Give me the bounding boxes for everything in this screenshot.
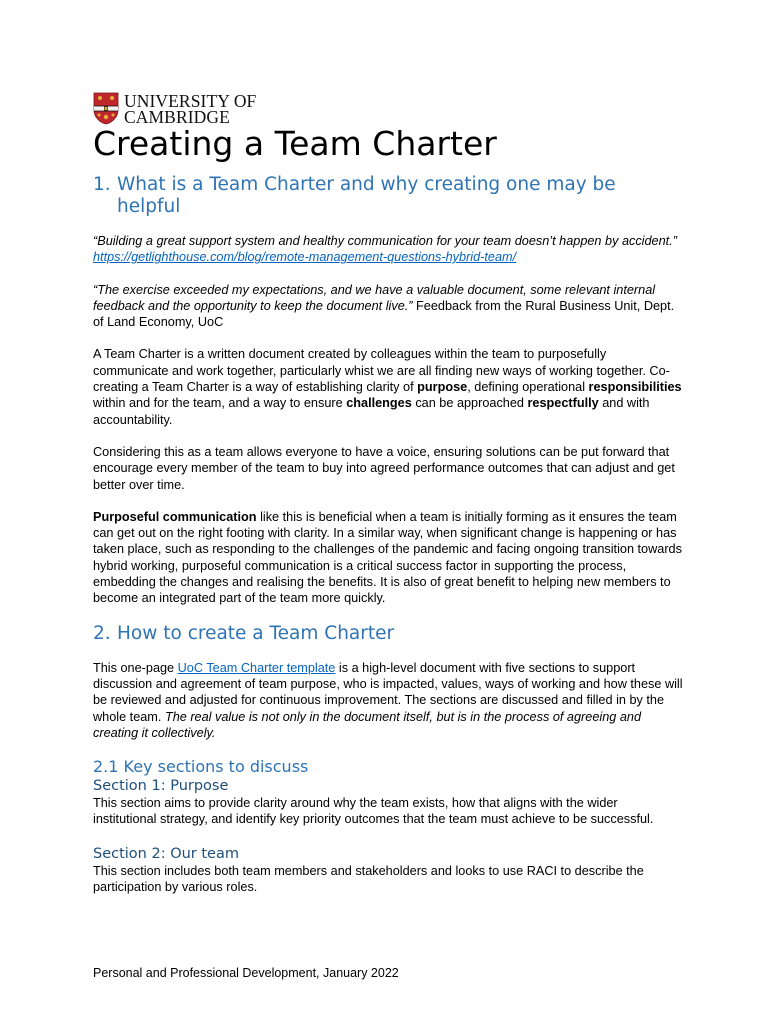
logo-line-2: CAMBRIDGE [124, 107, 230, 127]
page-title: Creating a Team Charter [93, 124, 497, 163]
logo-line-1: UNIVERSITY OF [124, 91, 257, 111]
section-purpose-heading: Section 1: Purpose [93, 778, 229, 795]
template-text-a: This one-page [93, 660, 178, 675]
intro-text-c: , defining operational [467, 380, 589, 395]
purposeful-communication-paragraph [93, 509, 683, 607]
intro-bold-respectfully: respectfully [527, 396, 599, 411]
section-1-heading-text: What is a Team Charter and why creating one may be helpful [117, 174, 616, 217]
intro-bold-challenges: challenges [346, 396, 412, 411]
page-footer: Personal and Professional Development, January 2022 [93, 966, 399, 980]
section-team-text: This section includes both team members and stakeholders and looks to use RACI to describe the participation by various roles. [93, 863, 644, 895]
intro-bold-responsibilities: responsibilities [588, 380, 682, 395]
section-2-heading-text: How to create a Team Charter [117, 622, 395, 644]
key-sections-heading: 2.1 Key sections to discuss [93, 757, 309, 777]
quote-1-link[interactable]: https://getlighthouse.com/blog/remote-management-questions-hybrid-team/ [93, 250, 517, 265]
section-2-heading [93, 623, 683, 645]
quote-2 [93, 282, 683, 331]
intro-paragraph [93, 346, 683, 427]
template-text-b: is a high-level document with five sections to support discussion and agreement of team purpose, who is impacted, values, ways of working and how these will be reviewed and adjusted for continuous improvement. The sections are discussed and filled in by the whole team. [93, 660, 683, 724]
quote-1-text: “Building a great support system and healthy communication for your team doesn’t happen by accident.” [93, 234, 677, 248]
quote-2-attribution: Feedback from the Rural Business Unit, Dept. of Land Economy, UoC [93, 298, 675, 330]
template-paragraph [93, 660, 683, 741]
document-page [93, 92, 683, 895]
intro-text-d: within and for the team, and a way to ensure [93, 396, 347, 411]
purposeful-communication-bold: Purposeful communication [93, 509, 257, 524]
section-team-heading: Section 2: Our team [93, 845, 239, 862]
section-purpose-text: This section aims to provide clarity around why the team exists, how that aligns with the wider institutional strategy, and identify key priority outcomes that the team must achieve to be successful. [93, 796, 654, 827]
team-voice-paragraph: Considering this as a team allows everyone to have a voice, ensuring solutions can be put forward that encourage every member of the team to buy into agreed performance outcomes that can adjust and get better over time. [93, 444, 675, 492]
intro-text-f: and with accountability. [93, 396, 650, 427]
logo-wordmark [124, 92, 256, 125]
intro-text-e: can be approached [411, 396, 528, 411]
cambridge-crest-icon [93, 92, 119, 125]
team-charter-template-link[interactable]: UoC Team Charter template [177, 660, 336, 675]
section-2-number: 2. [93, 622, 111, 644]
purposeful-communication-text: like this is beneficial when a team is initially forming as it ensures the team can get out on the right footing with clarity. In a similar way, when significant change is happening or has taken place, such as responding to the challenges of the pandemic and facing ongoing transition towards hybrid working, purposeful communication is a critical success factor in supporting the process, embedding the changes and realising the benefits. It is also of great benefit to helping new members to become an integrated part of the team more quickly. [93, 509, 682, 606]
intro-bold-purpose: purpose [417, 380, 468, 395]
quote-1 [93, 233, 683, 266]
quote-2-text: “The exercise exceeded my expectations, and we have a valuable document, some relevant internal feedback and the opportunity to keep the document live.” [93, 282, 656, 313]
section-1-heading [93, 174, 683, 218]
university-logo [93, 92, 683, 128]
intro-text-a: A Team Charter is a written document created by colleagues within the team to purposefully communicate and work together, particularly whist we are all finding new ways of working together. Co-creating a Team Charter is a way of establishing clarity of [93, 347, 670, 395]
template-italic: The real value is not only in the document itself, but is in the process of agreeing and creating it collectively. [93, 709, 641, 740]
section-1-number: 1. [93, 174, 111, 195]
